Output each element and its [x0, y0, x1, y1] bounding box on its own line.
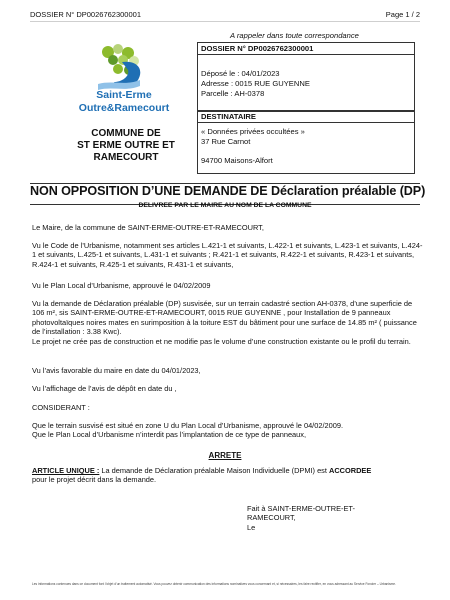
header-divider	[30, 21, 420, 22]
plu-approval: Vu le Plan Local d’Urbanisme, approuvé le 04/02/2009	[32, 281, 211, 290]
logo-text-line2: Outre&Ramecourt	[78, 102, 170, 114]
commune-name	[38, 128, 214, 164]
commune-line: ST ERME OUTRE ET	[77, 140, 175, 151]
zone-statement: Que le terrain susvisé est situé en zone U du Plan Local d’Urbanisme, approuvé le 04/02/2009.	[32, 421, 344, 430]
document-subtitle: DELIVREE PAR LE MAIRE AU NOM DE LA COMMUNE	[138, 202, 312, 209]
depose-date: Déposé le : 04/01/2023	[201, 69, 280, 78]
article-label: ARTICLE UNIQUE :	[32, 466, 100, 475]
signature-block	[247, 504, 355, 532]
article-unique	[32, 466, 424, 485]
commune-line: RAMECOURT	[93, 152, 159, 163]
plu-statement: Que le Plan Local d’Urbanisme n’interdit pas l’implantation de ce type de panneaux,	[32, 430, 307, 439]
destinataire-street: 37 Rue Carnot	[201, 137, 251, 146]
commune-logo	[78, 42, 170, 118]
parcelle: Parcelle : AH-0378	[201, 89, 265, 98]
affichage-date: Vu l’affichage de l’avis de dépôt en date du ,	[32, 384, 177, 393]
dossier-box	[197, 42, 415, 112]
destinataire-city: 94700 Maisons-Alfort	[201, 156, 273, 165]
considerant: CONSIDERANT :	[32, 403, 90, 412]
destinataire-title: DESTINATAIRE	[201, 112, 256, 121]
projet-note: Le projet ne crée pas de construction et ne modifie pas le volume d’une construction existante ou le profil du terrain.	[32, 337, 411, 346]
correspondence-note: A rappeler dans toute correspondance	[230, 31, 359, 40]
article-text: La demande de Déclaration préalable Maison Individuelle (DPMI) est	[99, 466, 329, 475]
code-urbanisme: Vu le Code de l’Urbanisme, notamment ses articles L.421-1 et suivants, L.422-1 et suivants, L.423-1 et suivants, L.424-1 et suivants, L.425-1 et suivants, L.431-1 et suivants ; R.421-1 et suivants, R.422-1 et suivants, R.423-1 et suivants, R.424-1 et suivants, R.425-1 et suivants, R.431-1 et suivants,	[32, 241, 423, 269]
arrete-heading: ARRETE	[208, 451, 242, 460]
avis-maire: Vu l’avis favorable du maire en date du 04/01/2023,	[32, 366, 201, 375]
signature-date: Le	[247, 522, 256, 532]
document-title: NON OPPOSITION D’UNE DEMANDE DE Déclaration préalable (DP)	[30, 184, 426, 198]
maire-line: Le Maire, de la commune de SAINT-ERME-OUTRE-ET-RAMECOURT,	[32, 223, 264, 232]
footer-notice: Les informations contenues dans ce document font l’objet d’un traitement automatisé. Vous pouvez obtenir communication des informations nominatives vous concernant et, si nécessaires, les faire rectifier, en vous adressant au Service Foncier – Urbanisme.	[32, 582, 396, 586]
demande-description: Vu la demande de Déclaration préalable (DP) susvisée, sur un terrain cadastré section AH-0378, d’une superficie de 106 m², sis SAINT-ERME-OUTRE-ET-RAMECOURT, 0015 RUE GUYENNE , pour Installation de 9 panneaux photovoltaïques noires mates en surimposition à la toiture EST du bâtiment pour une surface de 14.85 m² ( puissance de l’installation : 3.38 Kwc).	[32, 299, 417, 337]
dossier-box-title: DOSSIER N° DP0026762300001	[201, 44, 314, 53]
article-end: pour le projet décrit dans la demande.	[32, 475, 157, 485]
destinataire-box	[197, 110, 415, 174]
dossier-header: DOSSIER N° DP0026762300001	[30, 10, 141, 19]
signature-place-cont: RAMECOURT,	[247, 513, 296, 523]
accordee-decision: ACCORDEE	[329, 466, 372, 475]
commune-line: COMMUNE DE	[91, 128, 161, 139]
signature-place: Fait à SAINT-ERME-OUTRE-ET-	[247, 504, 355, 513]
adresse: Adresse : 0015 RUE GUYENNE	[201, 79, 310, 88]
logo-text-line1: Saint-Erme	[96, 89, 152, 101]
page-number: Page 1 / 2	[385, 10, 420, 19]
destinataire-name: « Données privées occultées »	[201, 127, 305, 136]
